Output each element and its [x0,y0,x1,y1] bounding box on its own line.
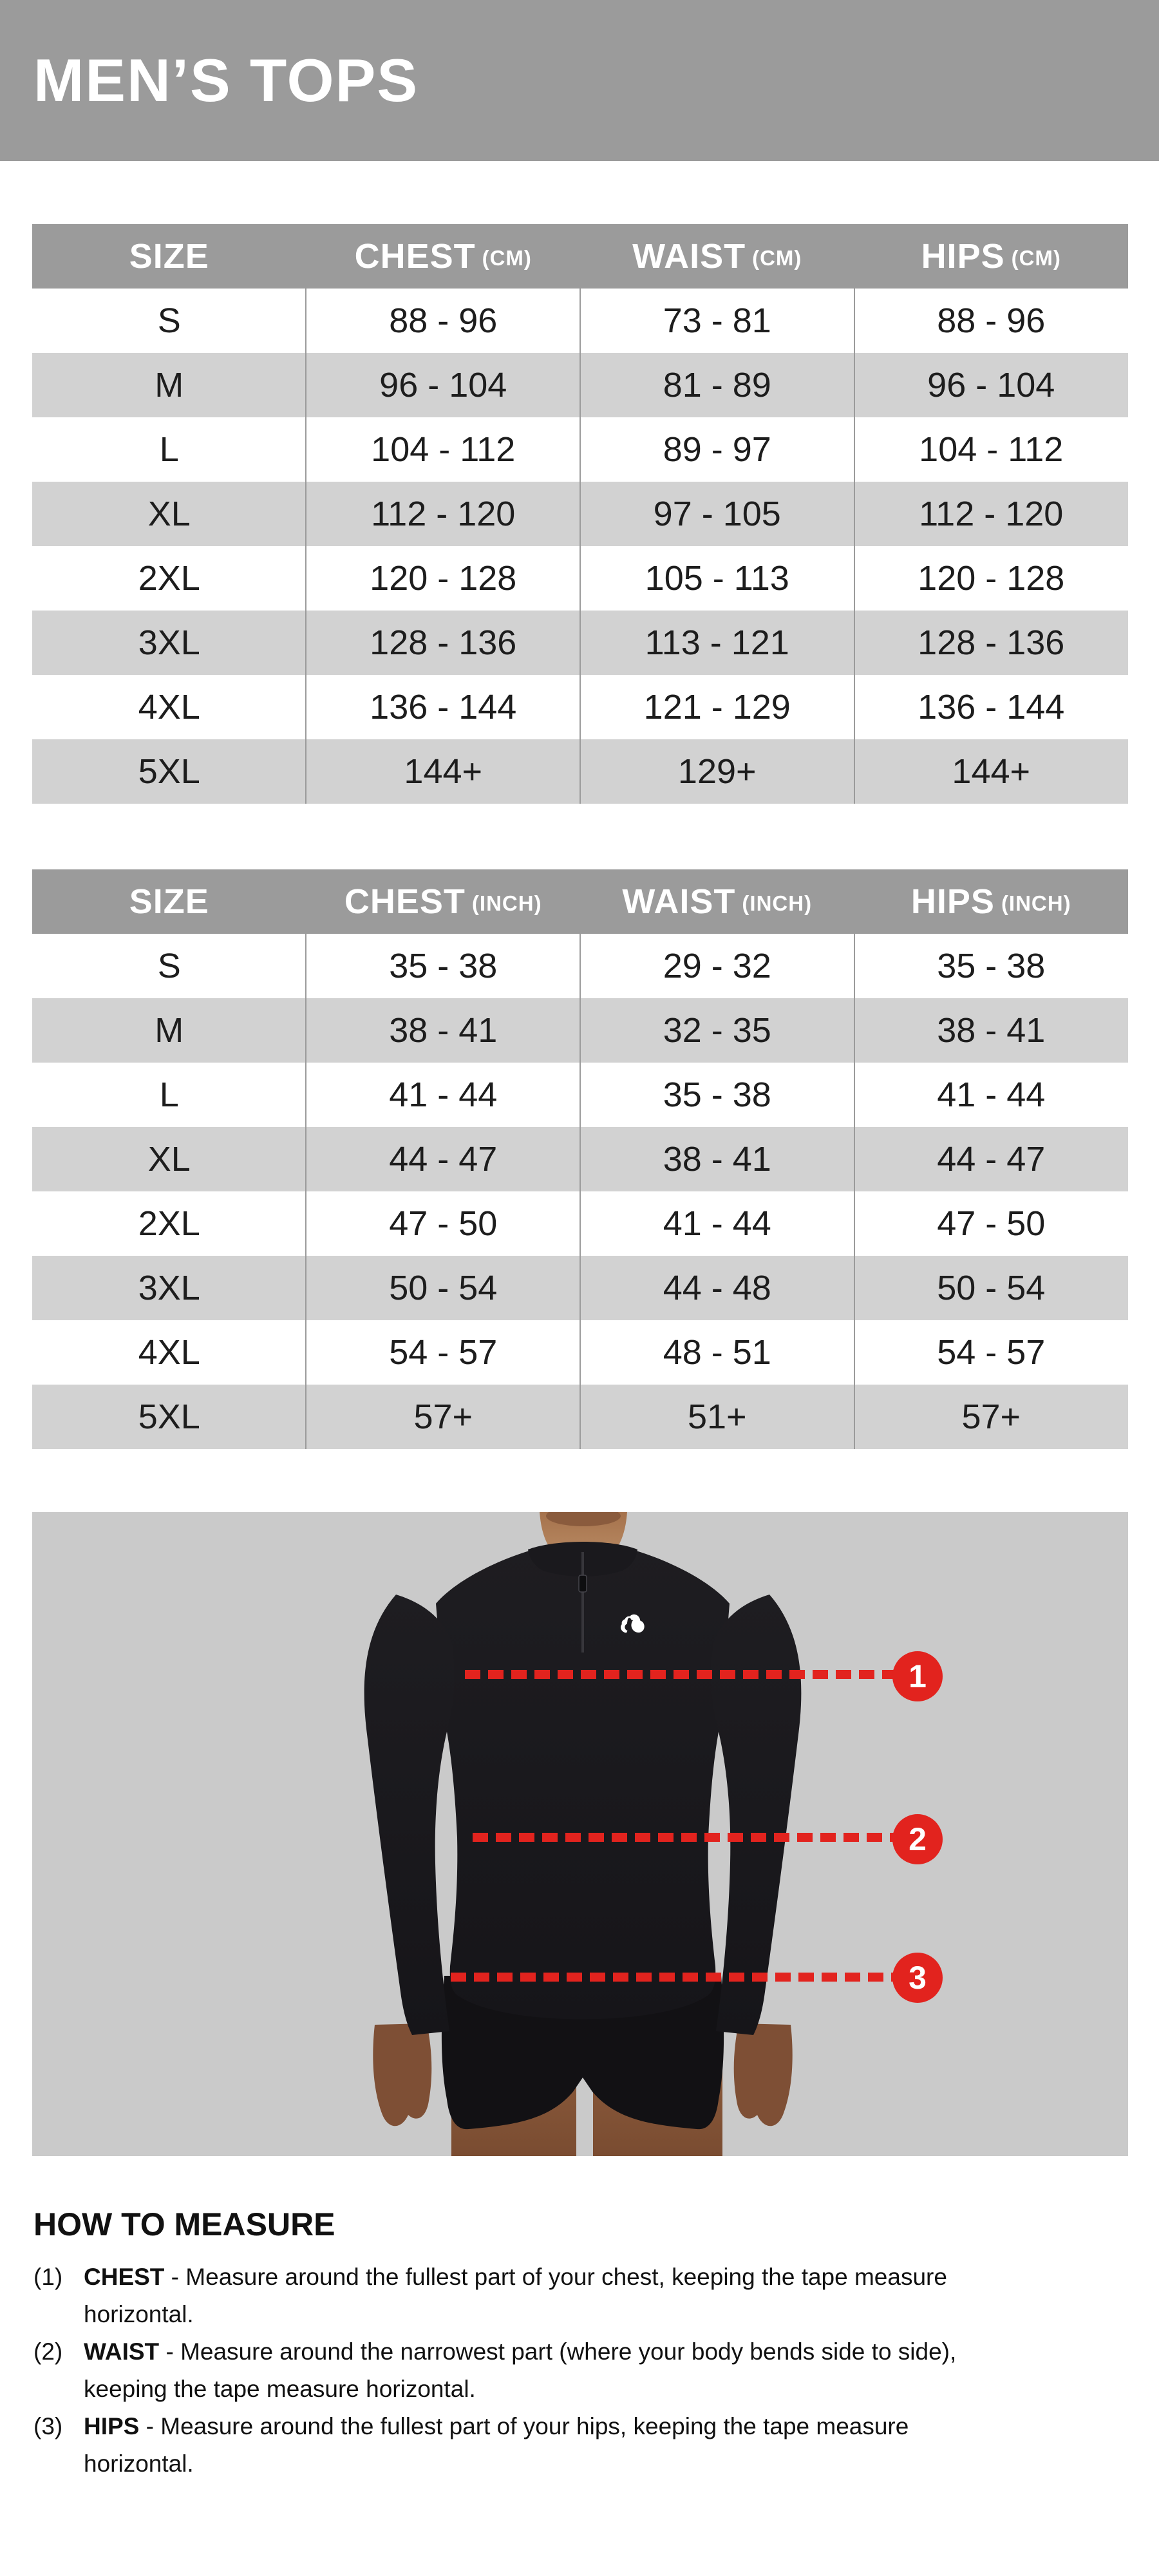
instruction-label: WAIST [84,2338,160,2365]
badge-number: 3 [909,1960,927,1996]
table-cell: 88 - 96 [389,301,498,340]
table-cell: L [159,430,179,469]
instruction-separator: - [159,2338,181,2365]
column-divider [854,934,855,1449]
table-cell: S [157,301,181,340]
column-divider [305,289,306,804]
table-cell: 51+ [687,1397,747,1436]
column-divider [854,289,855,804]
table-cell: M [155,1011,184,1050]
chest-measure-line [465,1670,895,1679]
column-unit: (CM) [752,246,802,270]
table-cell: 50 - 54 [937,1269,1046,1307]
table-cell: M [155,366,184,404]
model-left-hand [373,2023,431,2126]
instruction-text: Measure around the fullest part of your hips, keeping the tape measure horizontal. [84,2413,909,2477]
table-cell: S [157,947,181,985]
table-cell: 128 - 136 [370,623,517,662]
table-cell: 2XL [138,559,200,598]
table-cell: 104 - 112 [371,430,516,469]
zipper-pull [579,1575,587,1592]
table-cell: 112 - 120 [371,495,516,533]
table-cell: 121 - 129 [643,688,791,726]
measure-instruction-hips [33,2408,999,2483]
table-cell: 50 - 54 [389,1269,498,1307]
instruction-number: (3) [33,2413,63,2439]
table-cell: 120 - 128 [370,559,517,598]
table-cell: 120 - 128 [918,559,1065,598]
table-cell: 57+ [413,1397,473,1436]
table-cell: 3XL [138,623,200,662]
instruction-label: CHEST [84,2264,165,2290]
table-cell: 57+ [961,1397,1021,1436]
table-cell: 112 - 120 [919,495,1064,533]
table-cell: 35 - 38 [663,1075,771,1114]
table-cell: 35 - 38 [389,947,498,985]
column-header-size [32,869,306,934]
table-cell: 44 - 48 [663,1269,771,1307]
column-unit: (CM) [482,246,532,270]
column-header-chest [306,224,581,289]
table-cell: 47 - 50 [937,1204,1046,1243]
table-cell: 89 - 97 [663,430,771,469]
table-body [32,934,1128,1449]
column-header-chest [306,869,581,934]
table-cell: 44 - 47 [937,1140,1046,1179]
table-cell: 97 - 105 [653,495,781,533]
table-cell: 144+ [404,752,483,791]
column-divider [580,289,581,804]
table-cell: 136 - 144 [370,688,517,726]
instruction-number: (1) [33,2264,63,2290]
instruction-separator: - [164,2264,186,2290]
measure-badge-2 [892,1814,943,1864]
instruction-separator: - [139,2413,161,2439]
column-label: HIPS [910,882,995,921]
column-label: WAIST [632,237,746,276]
measure-instruction-chest [33,2259,999,2333]
table-cell: 128 - 136 [918,623,1065,662]
measure-badge-3 [892,1953,943,2003]
column-header-waist [580,224,854,289]
table-cell: 38 - 41 [389,1011,498,1050]
column-label: CHEST [344,882,466,921]
column-label: SIZE [129,237,209,276]
table-cell: 41 - 44 [389,1075,498,1114]
table-cell: 129+ [677,752,757,791]
table-cell: 4XL [138,688,200,726]
table-cell: 73 - 81 [663,301,771,340]
table-cell: 48 - 51 [663,1333,771,1372]
table-cell: 105 - 113 [645,559,789,598]
table-cell: 38 - 41 [937,1011,1046,1050]
table-cell: 144+ [952,752,1031,791]
column-unit: (INCH) [1001,891,1071,915]
column-label: SIZE [129,882,209,921]
column-divider [580,934,581,1449]
column-header-size [32,224,306,289]
column-unit: (INCH) [742,891,813,915]
table-cell: 5XL [138,752,200,791]
measure-badge-1 [892,1651,943,1701]
how-to-measure-section [33,2206,999,2483]
table-cell: 2XL [138,1204,200,1243]
table-cell: XL [147,1140,191,1179]
table-cell: 35 - 38 [937,947,1046,985]
table-cell: 54 - 57 [937,1333,1046,1372]
measure-instruction-waist [33,2333,999,2408]
instruction-number: (2) [33,2338,63,2365]
badge-number: 1 [909,1658,927,1694]
table-cell: 44 - 47 [389,1140,498,1179]
column-label: WAIST [622,882,736,921]
how-to-measure-heading: HOW TO MEASURE [33,2206,335,2242]
size-table-inch [32,869,1128,1449]
table-cell: 47 - 50 [389,1204,498,1243]
table-cell: 81 - 89 [663,366,771,404]
size-table-cm [32,224,1128,804]
column-header-waist [580,869,854,934]
hips-measure-line [451,1973,895,1982]
column-unit: (CM) [1011,246,1061,270]
instruction-text: Measure around the fullest part of your chest, keeping the tape measure horizontal. [84,2264,947,2327]
table-header [32,869,1128,934]
table-cell: 41 - 44 [937,1075,1046,1114]
table-cell: 29 - 32 [663,947,771,985]
banner [0,0,1159,161]
table-cell: 54 - 57 [389,1333,498,1372]
table-cell: 136 - 144 [918,688,1065,726]
column-header-hips [854,869,1129,934]
page-title: MEN’S TOPS [33,46,419,114]
table-cell: 104 - 112 [919,430,1064,469]
column-divider [305,934,306,1449]
column-header-hips [854,224,1129,289]
instruction-text: Measure around the narrowest part (where your body bends side to side), keeping the tape measure horizontal. [84,2338,957,2402]
table-body [32,289,1128,804]
model-right-hand [734,2023,793,2126]
table-cell: 32 - 35 [663,1011,771,1050]
table-cell: L [159,1075,179,1114]
column-unit: (INCH) [471,891,542,915]
table-cell: 113 - 121 [645,623,789,662]
table-cell: 3XL [138,1269,200,1307]
table-header [32,224,1128,289]
badge-number: 2 [909,1821,927,1857]
table-cell: XL [147,495,191,533]
column-label: CHEST [354,237,476,276]
table-cell: 5XL [138,1397,200,1436]
table-cell: 88 - 96 [937,301,1046,340]
table-cell: 41 - 44 [663,1204,771,1243]
table-cell: 4XL [138,1333,200,1372]
table-cell: 96 - 104 [927,366,1055,404]
instruction-label: HIPS [84,2413,140,2439]
waist-measure-line [473,1833,895,1842]
table-cell: 96 - 104 [379,366,507,404]
column-label: HIPS [921,237,1005,276]
table-cell: 38 - 41 [663,1140,771,1179]
